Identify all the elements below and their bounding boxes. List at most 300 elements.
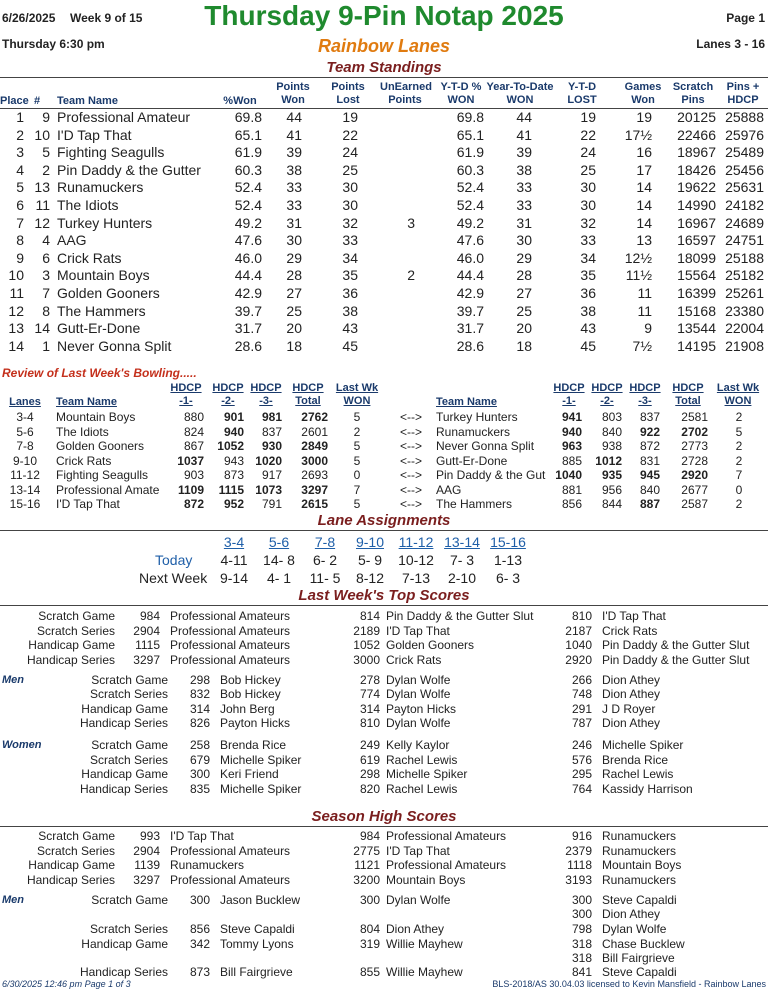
bowler-name: Dion Athey [602,907,661,921]
bowler-name: Michelle Spiker [602,738,684,752]
review-col-header: HDCP -2- [212,382,244,407]
table-row [0,303,768,321]
score-category: Handicap Series [26,652,115,667]
score-value: 3297 [133,652,160,667]
table-cell: 3 [16,144,24,161]
table-cell: 3 [42,267,50,284]
table-cell: 11-12 [10,468,40,482]
score-category: Scratch Game [38,829,115,843]
bowler-name: Dion Athey [602,687,661,702]
table-cell: 881 [561,482,582,497]
bowler-name: Bill Fairgrieve [220,965,293,979]
table-cell: 29 [286,249,302,266]
men-label: Men [2,674,24,686]
table-cell: 943 [223,453,244,468]
table-cell: 7 [735,468,743,482]
score-value: 1052 [353,638,380,652]
standings-col-header: Y-T-D % WON [440,81,482,106]
table-cell: 930 [261,439,282,453]
table-cell: 27 [516,285,532,301]
table-row [0,454,768,468]
score-value: 2775 [353,843,380,858]
team-name-cell: The Idiots [56,424,109,439]
bowler-name: Dylan Wolfe [386,687,451,702]
score-category: Scratch Game [91,673,168,687]
table-cell: 24 [580,144,596,161]
score-value: 820 [359,781,380,796]
table-cell: 19 [580,109,596,125]
score-row [0,937,768,951]
table-cell: 3-4 [16,410,34,424]
score-value: 810 [359,715,380,730]
bowler-name: Professional Amateurs [170,652,291,667]
matchup-arrow: <--> [399,453,422,468]
standings-col-header: Place [0,95,29,107]
bowler-name: Tommy Lyons [220,937,294,951]
table-cell: 5 [42,144,50,161]
lane-today-cell: 4-11 [220,552,248,568]
table-cell: 33 [516,179,532,196]
team-name-cell: Professional Amateur [57,109,191,125]
table-cell: 25188 [725,249,764,266]
table-cell: 28.6 [234,337,262,354]
table-cell: 872 [183,497,204,511]
table-cell: 38 [286,161,302,178]
table-cell: 24689 [725,214,764,231]
table-row [0,250,768,268]
team-name-cell: Crick Rats [57,249,122,266]
table-cell: 11 [637,302,652,319]
table-cell: 2615 [301,497,328,511]
table-cell: 9 [644,320,652,337]
week-label: Week 9 of 15 [70,11,143,25]
table-cell: 15-16 [9,497,41,511]
table-cell: 941 [561,410,582,424]
lane-pair-header: 3-4 [223,534,245,550]
table-cell: 0 [353,468,361,482]
table-cell: 5-6 [16,424,34,439]
score-value: 291 [571,701,592,716]
season-high-title: Season High Scores [311,808,457,825]
score-value: 300 [571,907,592,921]
table-row [0,109,768,127]
table-cell: 6 [16,197,24,213]
table-row [0,215,768,233]
table-cell: 52.4 [456,197,484,213]
standings-col-header: Points Lost [331,81,365,106]
score-value: 318 [571,951,592,965]
score-value: 342 [189,937,210,951]
table-cell: 4 [42,232,50,249]
table-cell: 903 [183,468,204,482]
standings-col-header: Games Won [624,81,662,106]
table-cell: 10 [34,126,50,143]
review-col-header: Team Name [436,396,497,408]
table-cell: 2728 [681,453,708,468]
score-value: 984 [359,829,380,843]
team-name-cell: The Idiots [57,197,119,213]
bowler-name: Michelle Spiker [220,752,302,767]
table-cell: 2 [42,161,50,178]
bowler-name: Mountain Boys [602,858,682,872]
table-cell: 33 [342,232,358,249]
table-cell: 8 [42,302,50,319]
score-category: Scratch Game [38,609,115,623]
bowler-name: I'D Tap That [386,623,450,638]
table-cell: 20125 [677,109,716,125]
table-cell: 13-14 [9,482,41,497]
team-name-cell: Pin Daddy & the Gutter [57,161,201,178]
bowler-name: Chase Bucklew [602,937,685,951]
table-cell: 13 [636,232,652,249]
table-cell: 45 [580,337,596,354]
bowler-name: Michelle Spiker [386,767,468,781]
table-cell: 14 [8,337,24,354]
team-name-cell: Pin Daddy & the Gut [436,468,546,482]
review-col-header: HDCP Total [672,382,704,407]
table-cell: 3297 [301,482,328,497]
score-category: Scratch Game [91,738,168,752]
bowler-name: Rachel Lewis [602,767,674,781]
score-value: 1121 [354,858,380,872]
bowler-name: Professional Amateurs [386,858,507,872]
table-cell: 14 [34,320,50,337]
table-cell: 12 [34,214,50,231]
table-cell: 18 [286,337,302,354]
table-cell: 3000 [301,453,328,468]
table-cell: 2702 [681,424,708,439]
bowler-name: Runamuckers [602,872,677,887]
score-row [0,893,768,907]
table-cell: 17½ [624,126,652,143]
table-cell: 856 [561,497,582,511]
table-cell: 2 [16,126,24,143]
team-name-cell: The Hammers [57,302,146,319]
score-category: Handicap Game [28,638,115,652]
table-cell: 9 [42,109,50,125]
table-cell: 803 [601,410,622,424]
bowler-name: Professional Amateurs [170,623,291,638]
score-value: 318 [571,937,592,951]
team-name-cell: Fighting Seagulls [56,468,149,482]
bowler-name: I'D Tap That [170,829,234,843]
table-cell: 52.4 [234,197,262,213]
table-cell: 25261 [725,285,764,301]
review-col-header: HDCP -1- [553,382,585,407]
table-cell: 18 [516,337,532,354]
table-cell: 41 [516,126,532,143]
footer-timestamp: 6/30/2025 12:46 pm Page 1 of 3 [2,979,131,989]
bowler-name: Pin Daddy & the Gutter Slut [386,609,534,623]
table-cell: 24 [342,144,358,161]
score-row [0,922,768,936]
table-cell: 25 [580,161,596,178]
bowler-name: Dion Athey [386,922,445,936]
table-cell: 8 [16,232,24,249]
table-cell: 18426 [677,161,716,178]
table-cell: 19622 [677,179,716,196]
score-value: 787 [571,715,592,730]
divider [0,530,768,531]
table-cell: 1 [16,109,24,125]
table-cell: 12 [8,302,24,319]
lane-pair-header: 7-8 [314,534,336,550]
table-row [0,285,768,303]
table-cell: 31.7 [234,320,262,337]
lane-today-cell: 5- 9 [357,552,383,568]
table-cell: 38 [580,302,596,319]
bowler-name: Willie Mayhew [386,965,463,979]
lane-today-cell: 6- 2 [312,552,338,568]
bowler-name: Pin Daddy & the Gutter Slut [602,652,750,667]
table-cell: 36 [580,285,596,301]
table-cell: 19 [636,109,652,125]
table-cell: 30 [286,232,302,249]
table-cell: 25182 [725,267,764,284]
team-name-cell: Crick Rats [56,453,112,468]
table-cell: 15564 [677,267,716,284]
bowler-name: I'D Tap That [602,609,666,623]
table-cell: 1 [42,337,50,354]
table-cell: 18967 [677,144,716,161]
score-row [0,873,768,887]
table-cell: 887 [639,497,660,511]
table-cell: 844 [601,497,622,511]
matchup-arrow: <--> [399,482,422,497]
table-row [0,439,768,453]
table-cell: 22 [342,126,358,143]
report-date: 6/26/2025 [2,11,56,25]
table-cell: 940 [561,424,582,439]
table-cell: 2677 [681,482,708,497]
lane-next-cell: 4- 1 [266,570,292,586]
team-name-cell: I'D Tap That [57,126,132,143]
bowler-name: Professional Amateurs [170,843,291,858]
next-week-label: Next Week [139,570,208,586]
lane-assignments-title: Lane Assignments [317,512,451,529]
score-value: 246 [571,738,592,752]
team-name-cell: The Hammers [436,497,513,511]
score-value: 855 [359,965,380,979]
bowler-name: Steve Capaldi [602,893,677,907]
table-cell: 2 [735,453,743,468]
team-name-cell: Never Gonna Split [436,439,535,453]
table-cell: 18099 [677,249,716,266]
bowler-name: Steve Capaldi [220,922,295,936]
table-cell: 30 [342,197,358,213]
table-cell: 31 [286,214,302,231]
table-cell: 36 [342,285,358,301]
lanes-range: Lanes 3 - 16 [696,37,765,51]
table-cell: 1012 [595,453,622,468]
standings-col-header: UnEarned Points [380,81,432,106]
table-row [0,127,768,145]
bowler-name: Rachel Lewis [386,781,458,796]
standings-title: Team Standings [326,59,442,76]
table-cell: 30 [580,179,596,196]
table-cell: 0 [735,482,743,497]
score-value: 3200 [353,872,380,887]
score-value: 764 [571,781,592,796]
score-value: 300 [571,893,592,907]
table-cell: 12½ [624,249,652,266]
score-category: Handicap Series [26,872,115,887]
bowler-name: Brenda Rice [220,738,287,752]
bowler-name: Mountain Boys [386,872,466,887]
score-row [0,951,768,965]
team-name-cell: Mountain Boys [57,267,150,284]
table-cell: 25976 [725,126,764,143]
table-cell: 1115 [218,482,244,497]
bowler-name: Pin Daddy & the Gutter Slut [602,638,750,652]
table-cell: 15168 [677,302,716,319]
score-value: 258 [189,738,210,752]
score-value: 314 [359,701,380,716]
score-row [0,858,768,872]
men-label: Men [2,894,24,906]
table-cell: 956 [601,482,622,497]
table-cell: 43 [342,320,358,337]
women-label: Women [2,739,42,751]
review-col-header: Last Wk WON [335,382,379,407]
score-value: 2920 [565,652,592,667]
bowler-name: Rachel Lewis [386,752,458,767]
table-cell: 41 [286,126,302,143]
bowler-name: Bob Hickey [220,687,281,702]
table-cell: 837 [261,424,282,439]
table-cell: 44.4 [234,267,262,284]
table-cell: 30 [342,179,358,196]
team-name-cell: Golden Gooners [56,439,145,453]
score-row [0,716,768,730]
team-name-cell: I'D Tap That [56,497,120,511]
standings-col-header: # [34,95,41,107]
table-cell: 2693 [301,468,328,482]
review-col-header: HDCP -1- [170,382,202,407]
score-value: 1139 [134,858,160,872]
table-cell: 7-8 [16,439,34,453]
score-value: 619 [359,752,380,767]
table-cell: 34 [342,249,358,266]
table-cell: 2601 [301,424,328,439]
table-cell: 831 [639,453,660,468]
bowler-name: Professional Amateurs [170,638,291,652]
score-value: 856 [189,922,210,936]
table-cell: 952 [223,497,244,511]
bowler-name: Dylan Wolfe [386,893,451,907]
lane-today-cell: 1-13 [493,552,523,568]
table-cell: 39.7 [456,302,484,319]
table-cell: 25888 [725,109,764,125]
table-cell: 2 [735,497,743,511]
table-cell: 60.3 [234,161,262,178]
team-name-cell: Never Gonna Split [57,337,172,354]
score-value: 300 [359,893,380,907]
review-col-header: Lanes [9,396,41,408]
bowler-name: Dylan Wolfe [386,715,451,730]
score-value: 298 [359,767,380,781]
table-cell: 43 [580,320,596,337]
table-cell: 867 [183,439,204,453]
score-row [0,907,768,921]
table-cell: 1052 [217,439,244,453]
score-row [0,782,768,796]
table-cell: 5 [353,453,361,468]
score-row [0,609,768,623]
bowler-name: Professional Amateurs [170,872,291,887]
table-cell: 16399 [677,285,716,301]
score-value: 748 [571,687,592,702]
matchup-arrow: <--> [399,424,422,439]
table-cell: 14990 [677,197,716,213]
team-name-cell: Gutt-Er-Done [436,453,508,468]
score-value: 278 [359,673,380,687]
table-cell: 9 [16,249,24,266]
table-cell: 31.7 [456,320,484,337]
score-value: 3193 [565,872,592,887]
table-cell: 25631 [725,179,764,196]
bowler-name: John Berg [220,701,275,716]
table-cell: 61.9 [456,144,484,161]
table-cell: 28 [516,267,532,284]
team-name-cell: AAG [436,482,462,497]
standings-col-header: Points Won [276,81,310,106]
score-value: 832 [189,687,210,702]
lane-pair-header: 15-16 [490,534,526,550]
score-category: Handicap Game [28,858,115,872]
table-cell: 13 [34,179,50,196]
table-cell: 25456 [725,161,764,178]
bowler-name: Dion Athey [602,673,661,687]
score-row [0,767,768,781]
bowler-name: Payton Hicks [220,715,291,730]
matchup-arrow: <--> [399,410,422,424]
standings-col-header: Pins + HDCP [726,81,760,106]
table-cell: 7 [353,482,361,497]
score-value: 814 [359,609,380,623]
score-value: 300 [189,767,210,781]
score-value: 984 [139,609,160,623]
bowler-name: Golden Gooners [386,638,475,652]
table-cell: 33 [516,197,532,213]
table-cell: 2581 [681,410,708,424]
table-cell: 35 [342,267,358,284]
score-value: 300 [189,893,210,907]
table-cell: 922 [639,424,660,439]
table-cell: 2773 [681,439,708,453]
table-cell: 20 [516,320,532,337]
score-value: 826 [189,715,210,730]
score-row [0,638,768,652]
table-cell: 21908 [725,337,764,354]
table-cell: 25 [516,302,532,319]
score-category: Scratch Series [89,687,168,702]
table-cell: 7½ [632,337,652,354]
table-cell: 39.7 [234,302,262,319]
table-cell: 34 [580,249,596,266]
score-value: 1118 [567,858,592,872]
table-cell: 7 [16,214,24,231]
table-row [0,267,768,285]
score-row [0,829,768,843]
team-name-cell: Turkey Hunters [57,214,153,231]
table-cell: 840 [601,424,622,439]
score-row [0,653,768,667]
table-cell: 935 [601,468,622,482]
table-row [0,162,768,180]
table-cell: 17 [636,161,652,178]
table-cell: 7 [42,285,50,301]
